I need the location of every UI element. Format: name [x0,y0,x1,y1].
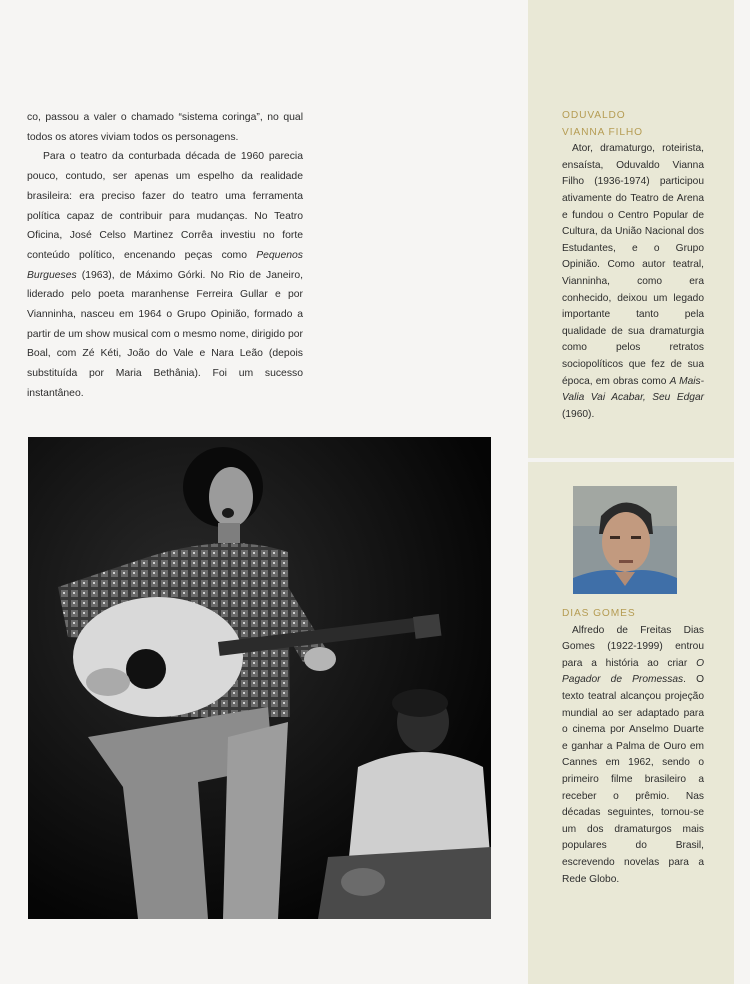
paragraph-1: co, passou a valer o chamado “sistema coringa”, no qual todos os atores viviam todos os personagens. [27,112,303,143]
paragraph-2-text-a: Para o teatro da conturbada década de 1960 parecia pouco, contudo, ser apenas um espelho da realidade brasileira: era preciso fazer do teatro uma ferramenta política capaz de contribuir para mudanças. No Teatro Oficina, José Celso Martinez Corrêa investiu no forte conteúdo político, encenando peças como [27,151,303,261]
bio-heading-dias-gomes: DIAS GOMES [562,608,636,619]
sidebar-divider [528,458,734,462]
main-text-column [27,108,303,404]
paragraph-2 [27,147,303,403]
main-photo [28,437,491,919]
bio-text-dias-gomes-b: . O texto teatral alcançou projeção mundial ao ser adaptado para o cinema por Anselmo Duarte e ganhar a Palma de Ouro em Cannes em 1962, sendo o primeiro filme brasileiro a receber o prêmio. Nas décadas seguintes, tornou-se um dos dramaturgos mais populares do Brasil, escrevendo novelas para a Rede Globo. [562,674,704,885]
bio-text-oduvaldo [562,141,704,423]
bio-heading-oduvaldo-line1: ODUVALDO [562,110,626,121]
bio-box-dias-gomes [562,606,704,888]
bio-text-dias-gomes [562,623,704,889]
portrait-dias-gomes [573,486,677,594]
play-title-mais-valia: A Mais-Valia Vai Acabar, Seu Edgar [562,375,704,404]
paragraph-2-text-b: (1963), de Máximo Górki. No Rio de Janeiro, liderado pelo poeta maranhense Ferreira Gullar e por Vianninha, nasceu em 1964 o Grupo Opinião, formado a partir de um show musical com o mesmo nome, dirigido por Boal, com Zé Kéti, João do Vale e Nara Leão (depois substituída por Maria Bethânia). Foi um sucesso instantâneo. [27,269,303,399]
play-title-pagador: O Pagador de Promessas [562,657,704,686]
photo-guitarist-and-listener [28,437,491,919]
bio-box-oduvaldo [562,108,704,423]
bio-text-dias-gomes-a: Alfredo de Freitas Dias Gomes (1922-1999) entrou para a história ao criar [562,624,704,669]
page-edge [734,0,750,984]
bio-text-oduvaldo-a: Ator, dramaturgo, roteirista, ensaísta, Oduvaldo Vianna Filho (1936-1974) participou ativamente do Teatro de Arena e fundou o Centro Popular de Cultura, da União Nacional dos Estudantes, e o Grupo Opinião. Como autor teatral, Vianninha, como era conhecido, deixou um legado importante tanto pela qualidade de sua dramaturgia como pelos retratos sociopolíticos que fez de sua época, em obras como [562,143,704,387]
bio-text-oduvaldo-b: (1960). [562,408,595,420]
bio-heading-oduvaldo-line2: VIANNA FILHO [562,126,643,138]
play-title-pequenos-burgueses: Pequenos Burgueses [27,249,303,281]
portrait-photo [573,486,677,594]
